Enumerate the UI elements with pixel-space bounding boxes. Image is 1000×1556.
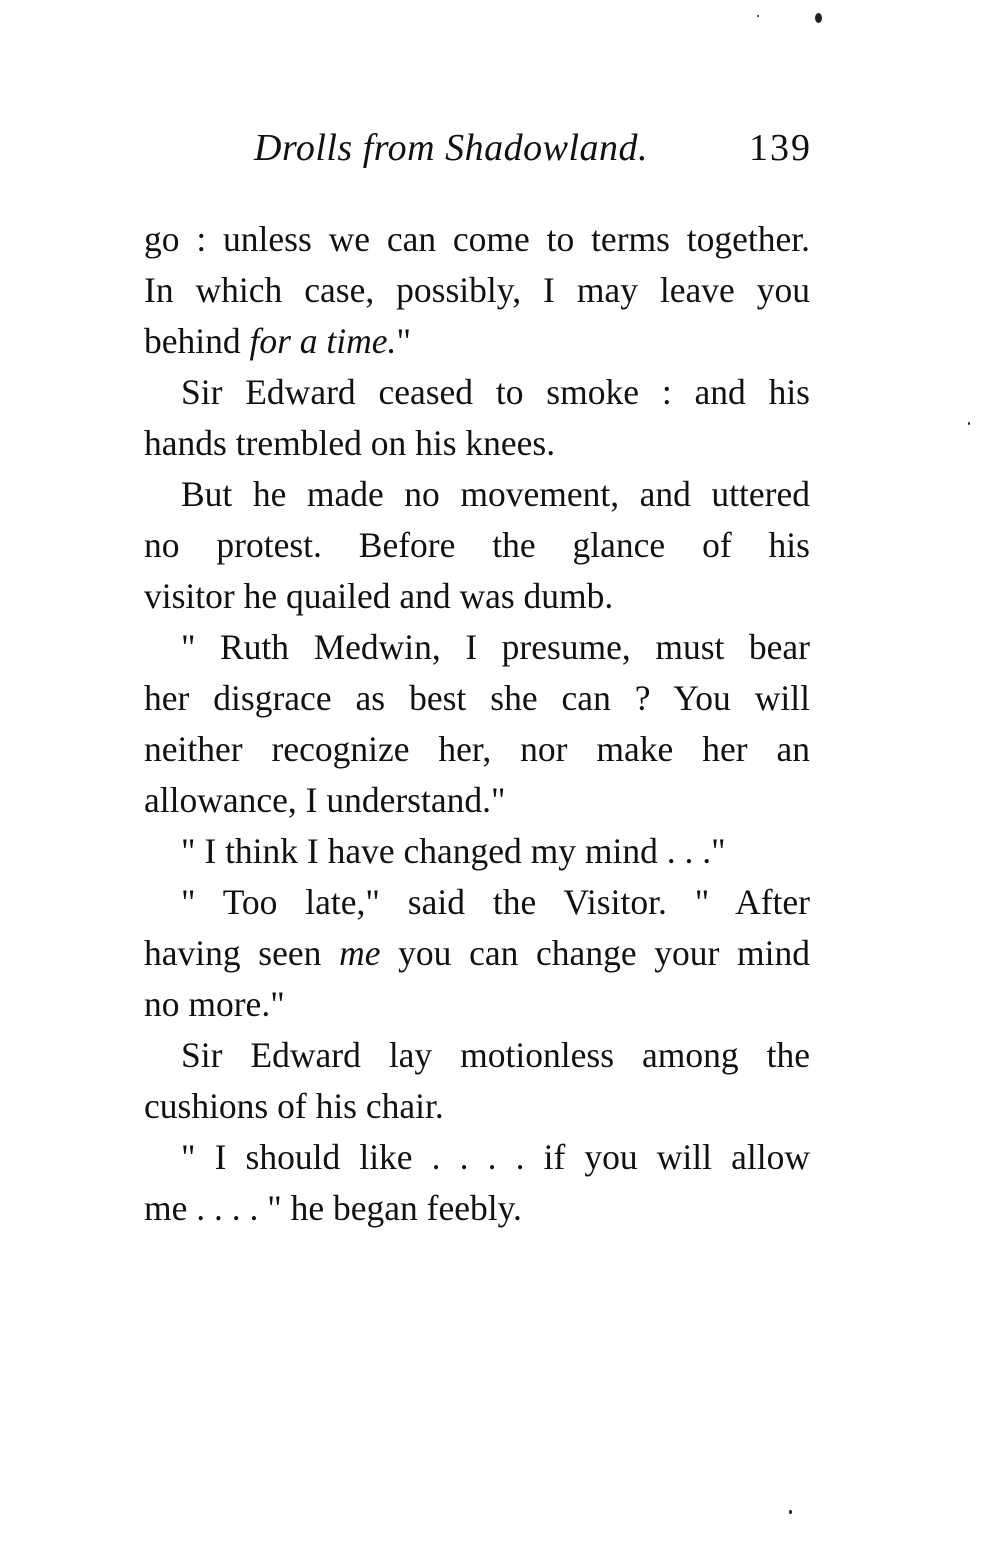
text-line: " I should like . . . . if you will allow — [181, 1137, 810, 1177]
ink-speck-top-small — [757, 15, 759, 17]
running-head — [144, 120, 810, 180]
text-line: go : unless we can come to terms together. — [144, 219, 810, 259]
text-line: " Too late," said the Visitor. " After — [181, 882, 810, 922]
text-line: " I think I have changed my mind . . ." — [181, 831, 726, 871]
closing-quote: " — [396, 321, 411, 361]
text-line: Sir Edward lay motionless among the — [181, 1035, 810, 1075]
text-line: neither recognize her, nor make her an — [144, 729, 810, 769]
text-line: But he made no movement, and uttered — [181, 474, 810, 514]
text-line: hands trembled on his knees. — [144, 423, 556, 463]
text-line: no more." — [144, 984, 285, 1024]
text-line: me . . . . " he began feebly. — [144, 1188, 522, 1228]
text-line: no protest. Before the glance of his — [144, 525, 810, 565]
text-line: In which case, possibly, I may leave you — [144, 270, 810, 310]
text-run: you can change your mind — [380, 933, 810, 973]
page-number: 139 — [749, 127, 812, 169]
text-line — [144, 928, 810, 979]
text-line: visitor he quailed and was dumb. — [144, 576, 614, 616]
ink-speck-top — [815, 13, 822, 23]
text-line: cushions of his chair. — [144, 1086, 444, 1126]
italic-word: me — [339, 933, 381, 973]
ink-speck-right — [968, 422, 970, 425]
text-run: having seen — [144, 933, 340, 973]
text-run: behind — [144, 321, 250, 361]
body-text — [144, 214, 810, 1234]
text-line: " Ruth Medwin, I presume, must bear — [181, 627, 810, 667]
text-line: Sir Edward ceased to smoke : and his — [181, 372, 810, 412]
running-title: Drolls from Shadowland. — [254, 127, 649, 169]
ink-speck-bottom — [789, 1510, 792, 1514]
text-line: allowance, I understand." — [144, 780, 506, 820]
text-line — [144, 316, 810, 367]
text-line: her disgrace as best she can ? You will — [144, 678, 810, 718]
italic-phrase: for a time. — [249, 321, 397, 361]
